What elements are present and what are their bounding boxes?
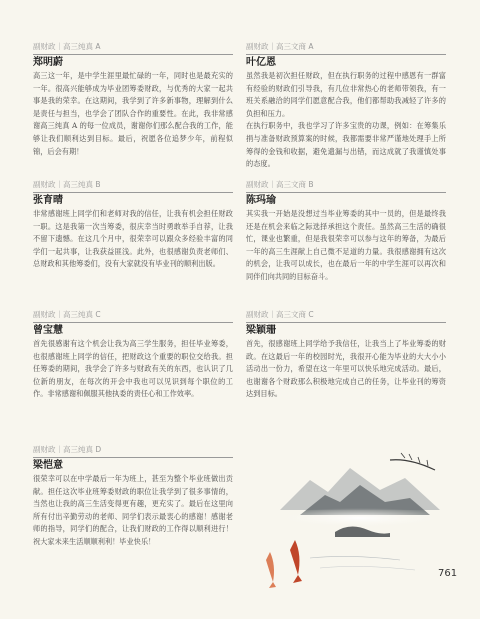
entry-text: 首先很感谢有这个机会让我为高三学生服务，担任毕业筹委，也很感谢班上同学的信任，把财政这个重要的职位交给我。担任筹委的期间，我学会了许多与财政有关的东西，也认识了几位新的朋友，在每次的开会中我也可以见识到每个职位的工作。非常感谢和佩服其他执委的责任心和工作效率。 <box>33 339 233 399</box>
entry-name: 张育晴 <box>33 195 63 206</box>
entry-name: 梁恺意 <box>33 460 63 471</box>
koi-fish-icon <box>266 540 302 588</box>
entry-meta: 副财政｜高三文商 A <box>246 42 446 55</box>
entry-meta: 副财政｜高三纯真 C <box>33 310 233 323</box>
entry-ye-yien <box>246 42 446 171</box>
entry-name: 梁颖珊 <box>246 325 276 336</box>
pine-branch <box>390 460 435 470</box>
entry-meta: 副财政｜高三纯真 A <box>33 42 233 55</box>
entry-text: 很荣幸可以在中学最后一年为班上，甚至为整个毕业班做出贡献。担任这次毕业班筹委财政的职位让我学到了很多事情的，当然也让我的高三生活变得更有趣，更充实了。最后在这里向所有付出辛勤劳动的老师、同学们表示最衷心的感谢！感谢老师的指导，同学们的配合，让我们财政的工作得以顺利进行！祝大家未来生活顺顺利利！毕业快乐！ <box>33 474 233 546</box>
entry-meta: 副财政｜高三文商 B <box>246 180 446 193</box>
entry-liang-kaiyi <box>33 445 233 549</box>
entry-liang-yingshan <box>246 310 446 401</box>
entry-name: 叶亿恩 <box>246 57 276 68</box>
entry-text: 首先，很感谢班上同学给予我信任，让我当上了毕业筹委的财政。在这最后一年的校园时光，我很开心能为毕业的大大小小活动出一份力，希望在这一年里可以快乐地完成活动。最后，也谢谢各个财政那么积极地完成自己的任务，让毕业刊的筹资达到目标。 <box>246 339 446 399</box>
entry-zhang-yuqing <box>33 180 233 271</box>
entry-name: 曾宝慧 <box>33 325 63 336</box>
entry-zeng-baohui <box>33 310 233 401</box>
entry-chen-mayu <box>246 180 446 284</box>
ink-landscape-koi-illustration <box>240 440 458 590</box>
page-number: 761 <box>438 568 458 579</box>
entry-meta: 副财政｜高三纯真 D <box>33 445 233 458</box>
entry-text: 其实我一开始是没想过当毕业筹委的其中一员的，但是最终我还是在机会来临之际选择承担这个责任。虽然高三生活的确很忙，课业也繁重，但是我很荣幸可以参与这年的筹备，为最后一年的高三生涯献上自己微不足道的力量。我很感谢拥有这次的机会，让我可以成长，也在最后一年的中学生涯可以再次和同伴们向共同的目标奋斗。 <box>246 209 446 281</box>
entry-name: 郑明蔚 <box>33 57 63 68</box>
entry-meta: 副财政｜高三文商 C <box>246 310 446 323</box>
entry-name: 陈玛瑜 <box>246 195 276 206</box>
island-rock <box>335 526 390 537</box>
entry-meta: 副财政｜高三纯真 B <box>33 180 233 193</box>
entry-text: 高三这一年，是中学生涯里最忙碌的一年，同时也是最充实的一年。很高兴能够成为毕业团筹委财政，与优秀的大家一起共事是我的荣幸。在这期间，我学到了许多新事物，理解到什么是责任与担当，也学会了团队合作的重要性。在此，我非常感谢高三纯真 A 的每一位成员，谢谢你们那么配合我的工作，能够让我们顺利达到目标。最后，祝愿各位追梦少年，前程似锦，后会有期！ <box>33 71 233 156</box>
entry-text: 虽然我是初次担任财政，但在执行职务的过程中感恩有一群富有经验的财政们引导我，有几位非常热心的老师带领我，有一班关系融洽的同学们愿意配合我，他们都帮助我减轻了许多的负担和压力。 在执行职务中，我也学习了许多宝贵的功课，例如：在筹集乐捐与准备财政预算案的时候，我都需要非常严谨地处理手上所筹得的金钱和收据，避免遗漏与出错，而这成就了我谨慎处事的态度。 <box>246 71 446 169</box>
entry-zheng-mingwei <box>33 42 233 158</box>
entry-text: 非常感谢班上同学们和老师对我的信任，让我有机会担任财政一职。这是我第一次当筹委，很庆幸当时勇敢举手自荐，让我不留下遗憾。在这几个月中，很荣幸可以跟众多经验丰富的同学们一起共事，让我获益匪浅。此外，也很感谢负责老师们、总财政和其他筹委们，没有大家就没有毕业刊的顺利出版。 <box>33 209 233 269</box>
